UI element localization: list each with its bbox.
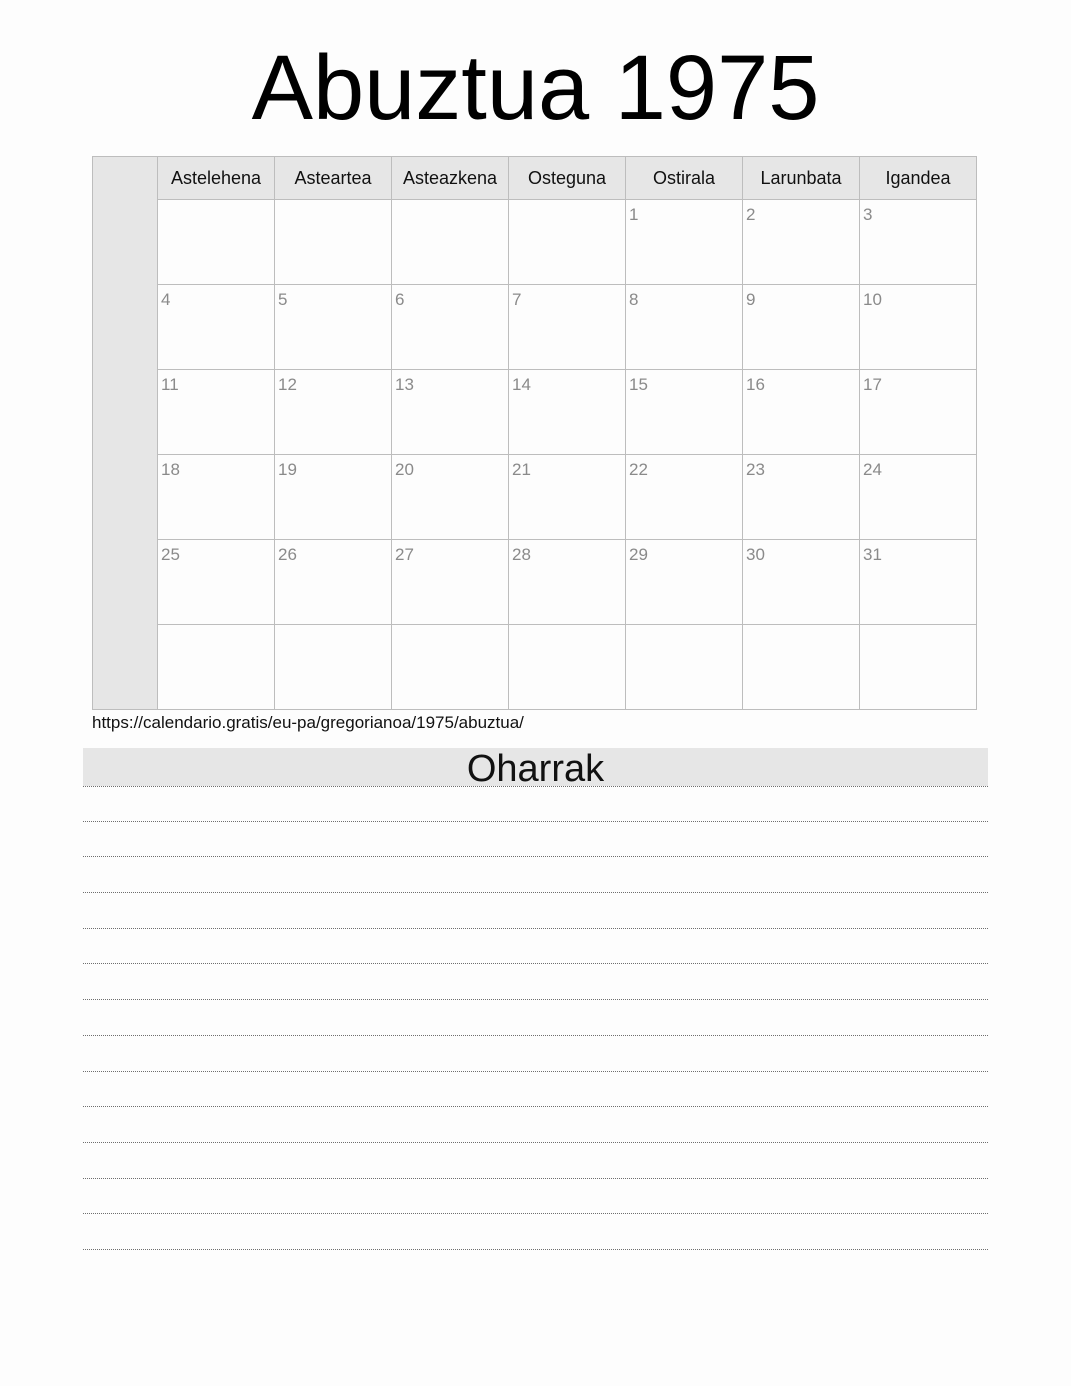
day-number: 3: [863, 205, 873, 224]
day-number: 21: [512, 460, 531, 479]
day-cell: [509, 285, 626, 369]
day-number: 4: [161, 290, 171, 309]
day-number: 6: [395, 290, 405, 309]
day-cell: [509, 625, 626, 709]
day-cell: [743, 455, 860, 539]
weekday-header: Osteguna: [509, 157, 626, 199]
day-number: 5: [278, 290, 288, 309]
day-number: 28: [512, 545, 531, 564]
day-number: 16: [746, 375, 765, 394]
day-number: 12: [278, 375, 297, 394]
day-cell: [743, 540, 860, 624]
day-cell: [275, 370, 392, 454]
week-row: [158, 455, 976, 540]
source-url: https://calendario.gratis/eu-pa/gregorianoa/1975/abuztua/: [92, 713, 524, 732]
page-title: Abuztua 1975: [251, 37, 820, 139]
day-number: 20: [395, 460, 414, 479]
note-line: [83, 1000, 988, 1036]
day-cell: [626, 370, 743, 454]
weekday-header: Astelehena: [158, 157, 275, 199]
note-line: [83, 1143, 988, 1179]
day-cell: [158, 625, 275, 709]
day-cell: [626, 285, 743, 369]
note-line: [83, 893, 988, 929]
day-cell: [392, 285, 509, 369]
day-cell: [626, 200, 743, 284]
day-number: 11: [161, 375, 179, 394]
day-cell: [158, 455, 275, 539]
weekday-header-row: [158, 157, 976, 200]
day-number: 1: [629, 205, 639, 224]
note-line: [83, 929, 988, 965]
day-cell: [743, 285, 860, 369]
day-cell: [158, 200, 275, 284]
day-cell: [509, 200, 626, 284]
week-row: [158, 200, 976, 285]
note-line: [83, 822, 988, 858]
day-number: 9: [746, 290, 756, 309]
day-cell: [158, 540, 275, 624]
day-cell: [158, 370, 275, 454]
month-grid: [158, 157, 976, 709]
day-number: 17: [863, 375, 882, 394]
day-number: 24: [863, 460, 882, 479]
day-number: 8: [629, 290, 639, 309]
day-cell: [509, 455, 626, 539]
day-cell: [860, 200, 976, 284]
day-cell: [860, 455, 976, 539]
notes-title: Oharrak: [83, 748, 988, 786]
week-row: [158, 540, 976, 625]
day-number: 18: [161, 460, 180, 479]
note-line: [83, 1036, 988, 1072]
day-number: 25: [161, 545, 180, 564]
day-number: 27: [395, 545, 414, 564]
day-number: 29: [629, 545, 648, 564]
day-number: 14: [512, 375, 531, 394]
day-cell: [392, 540, 509, 624]
day-number: 13: [395, 375, 414, 394]
day-number: 19: [278, 460, 297, 479]
day-cell: [509, 540, 626, 624]
day-cell: [626, 625, 743, 709]
day-cell: [392, 455, 509, 539]
day-cell: [158, 285, 275, 369]
note-line: [83, 1107, 988, 1143]
day-number: 7: [512, 290, 522, 309]
weekday-header: Ostirala: [626, 157, 743, 199]
note-line: [83, 786, 988, 822]
day-cell: [626, 455, 743, 539]
weekday-header: Larunbata: [743, 157, 860, 199]
week-number-column: [93, 157, 158, 709]
day-number: 23: [746, 460, 765, 479]
weekday-header: Asteazkena: [392, 157, 509, 199]
day-cell: [392, 370, 509, 454]
day-cell: [860, 285, 976, 369]
day-number: 30: [746, 545, 765, 564]
note-line: [83, 1214, 988, 1250]
day-cell: [743, 200, 860, 284]
day-cell: [275, 200, 392, 284]
note-line: [83, 1072, 988, 1108]
day-number: 22: [629, 460, 648, 479]
week-row: [158, 625, 976, 709]
day-number: 31: [863, 545, 882, 564]
week-row: [158, 285, 976, 370]
day-cell: [275, 625, 392, 709]
week-row: [158, 370, 976, 455]
note-line: [83, 964, 988, 1000]
day-cell: [860, 540, 976, 624]
day-cell: [392, 625, 509, 709]
weekday-header: Asteartea: [275, 157, 392, 199]
note-line: [83, 1179, 988, 1215]
day-cell: [275, 455, 392, 539]
weekday-header: Igandea: [885, 168, 951, 188]
day-cell: [860, 625, 976, 709]
note-line: [83, 857, 988, 893]
day-number: 15: [629, 375, 648, 394]
day-cell: [743, 625, 860, 709]
day-cell: [392, 200, 509, 284]
day-cell: [275, 285, 392, 369]
day-cell: [743, 370, 860, 454]
notes-lines: [83, 786, 988, 1250]
day-number: 10: [863, 290, 882, 309]
day-cell: [509, 370, 626, 454]
day-cell: [860, 370, 976, 454]
day-number: 26: [278, 545, 297, 564]
day-number: 2: [746, 205, 756, 224]
day-cell: [275, 540, 392, 624]
calendar-grid: [92, 156, 977, 710]
day-cell: [626, 540, 743, 624]
